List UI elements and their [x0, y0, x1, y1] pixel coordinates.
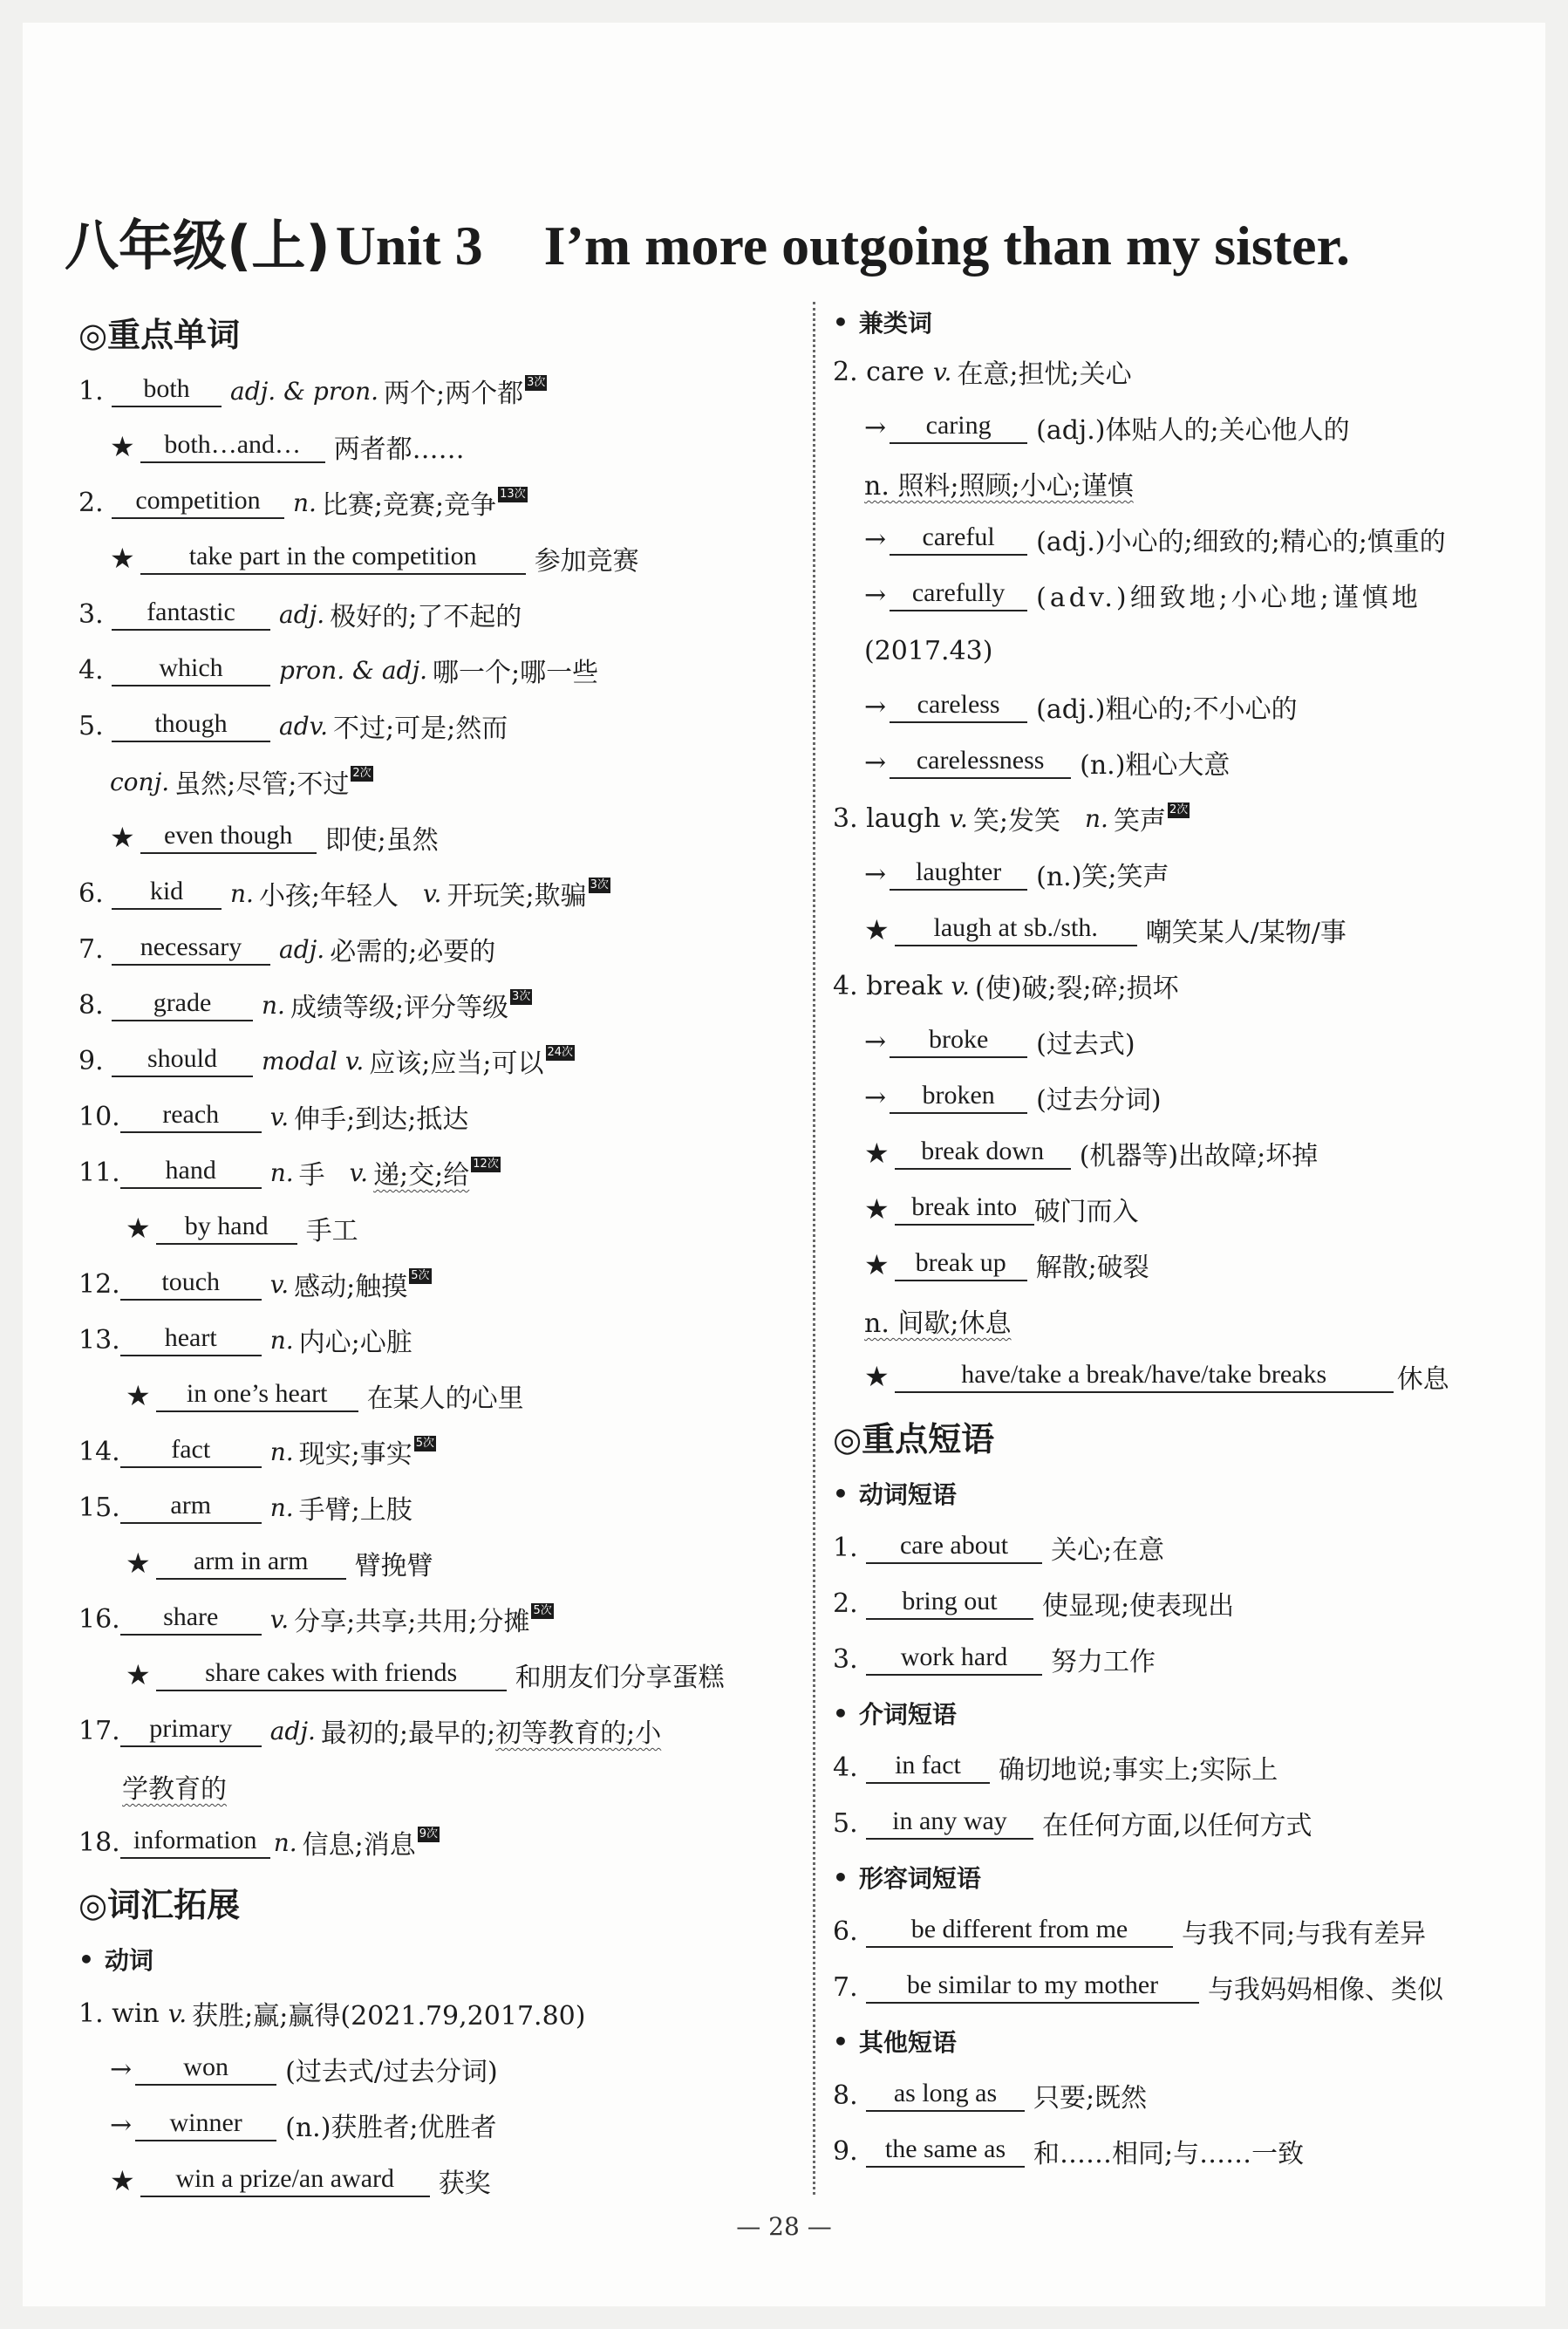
vocab-derivative: → carelessness (n.)粗心大意: [864, 746, 1231, 781]
answer-blank[interactable]: have/take a break/have/take breaks: [895, 1360, 1394, 1393]
word-item: 10. reach v. 伸手;到达;抵达: [78, 1100, 469, 1135]
vocab-item: 4. break v. (使)破;裂;碎;损坏: [833, 970, 1179, 1004]
frequency-badge: 5次: [533, 1604, 552, 1617]
word-sub-item: ★ even though 即使;虽然: [110, 821, 439, 856]
word-item: 15. arm n. 手臂;上肢: [78, 1491, 412, 1526]
answer-blank[interactable]: by hand: [156, 1212, 297, 1245]
star-icon: ★: [126, 1547, 151, 1580]
star-icon: ★: [864, 1137, 890, 1170]
answer-blank[interactable]: winner: [135, 2108, 276, 2141]
section-vocab-extension: ◎词汇拓展: [78, 1885, 241, 1924]
answer-blank[interactable]: touch: [120, 1267, 262, 1301]
word-item: 4. which pron. & adj. 哪一个;哪一些: [78, 653, 599, 688]
vocab-item: 3. laugh v. 笑;发笑 n. 笑声 2次: [833, 803, 1189, 837]
arrow-icon: →: [864, 858, 887, 890]
answer-blank[interactable]: fantastic: [112, 598, 270, 631]
word-sub-item: ★ both…and… 两者都……: [110, 430, 465, 465]
answer-blank[interactable]: as long as: [866, 2079, 1025, 2112]
answer-blank[interactable]: share: [120, 1602, 262, 1636]
answer-blank[interactable]: take part in the competition: [140, 542, 526, 575]
answer-blank[interactable]: carefully: [890, 578, 1027, 611]
star-icon: ★: [126, 1212, 151, 1245]
star-icon: ★: [864, 1192, 890, 1226]
subheading-other-phrase: • 其他短语: [833, 2026, 957, 2057]
answer-blank[interactable]: laughter: [890, 857, 1027, 891]
phrase-item: 2. bring out 使显现;使表现出: [833, 1587, 1235, 1622]
frequency-badge: 2次: [352, 767, 372, 780]
vocab-item: 1. win v. 获胜;赢;赢得(2021.79,2017.80): [78, 1998, 586, 2032]
frequency-badge: 5次: [411, 1269, 430, 1282]
frequency-badge: 9次: [419, 1827, 439, 1841]
answer-blank[interactable]: fact: [120, 1435, 262, 1468]
vocab-derivative: → caring (adj.)体贴人的;关心他人的: [864, 411, 1350, 446]
frequency-badge: 5次: [415, 1437, 435, 1450]
word-sub-item: ★ in one’s heart 在某人的心里: [126, 1379, 524, 1414]
word-item: 2. competition n. 比赛;竞赛;竞争 13次: [78, 486, 526, 521]
word-item: 3. fantastic adj. 极好的;了不起的: [78, 598, 522, 632]
star-icon: ★: [864, 913, 890, 946]
phrase-item: 6. be different from me 与我不同;与我有差异: [833, 1915, 1427, 1950]
star-icon: ★: [110, 2164, 135, 2197]
star-icon: ★: [126, 1379, 151, 1412]
word-item: 13. heart n. 内心;心脏: [78, 1323, 412, 1358]
subheading-prep-phrase: • 介词短语: [833, 1698, 957, 1729]
answer-blank[interactable]: should: [112, 1044, 253, 1077]
vocab-sub-item: ★ win a prize/an award 获奖: [110, 2164, 491, 2199]
star-icon: ★: [110, 542, 135, 575]
unit-sentence: I’m more outgoing than my sister.: [543, 215, 1351, 277]
answer-blank[interactable]: even though: [140, 821, 317, 854]
star-icon: ★: [864, 1248, 890, 1281]
answer-blank[interactable]: share cakes with friends: [156, 1658, 507, 1691]
answer-blank[interactable]: though: [112, 709, 270, 742]
arrow-icon: →: [110, 2109, 133, 2141]
answer-blank[interactable]: careful: [890, 522, 1027, 556]
word-item: 17. primary adj. 最初的;最早的; 初等教育的;小: [78, 1714, 662, 1749]
answer-blank[interactable]: both…and…: [140, 430, 325, 463]
frequency-badge: 3次: [527, 376, 546, 389]
frequency-badge: 13次: [500, 488, 526, 501]
phrase-item: 3. work hard 努力工作: [833, 1643, 1156, 1677]
word-item: 9. should modal v. 应该;应当;可以 24次: [78, 1044, 574, 1079]
answer-blank[interactable]: grade: [112, 988, 253, 1021]
word-item: 12. touch v. 感动;触摸 5次: [78, 1267, 430, 1302]
word-item-continued: 学教育的: [122, 1774, 227, 1805]
arrow-icon: →: [110, 2053, 133, 2085]
answer-blank[interactable]: work hard: [866, 1643, 1042, 1676]
phrase-item: 1. care about 关心;在意: [833, 1531, 1165, 1566]
answer-blank[interactable]: break down: [895, 1137, 1071, 1170]
answer-blank[interactable]: arm in arm: [156, 1547, 346, 1580]
vocab-noun-sense: n. 照料;照顾;小心;谨慎: [864, 471, 1134, 502]
answer-blank[interactable]: win a prize/an award: [140, 2164, 430, 2197]
answer-blank[interactable]: in one’s heart: [156, 1379, 358, 1412]
answer-blank[interactable]: both: [112, 374, 222, 407]
section-key-phrases: ◎重点短语: [833, 1419, 995, 1458]
vocab-sub-item: ★ laugh at sb./sth. 嘲笑某人/某物/事: [864, 913, 1346, 948]
vocab-citation: (2017.43): [864, 635, 993, 666]
word-item: 1. both adj. & pron. 两个;两个都 3次: [78, 374, 546, 409]
answer-blank[interactable]: hand: [120, 1156, 262, 1189]
arrow-icon: →: [864, 747, 887, 778]
phrase-item: 7. be similar to my mother 与我妈妈相像、类似: [833, 1970, 1443, 2005]
answer-blank[interactable]: carelessness: [890, 746, 1071, 779]
word-sub-item: ★ take part in the competition 参加竞赛: [110, 542, 639, 577]
word-item: 14. fact n. 现实;事实 5次: [78, 1435, 435, 1470]
word-item: 8. grade n. 成绩等级;评分等级 3次: [78, 988, 531, 1023]
answer-blank[interactable]: competition: [112, 486, 284, 519]
answer-blank[interactable]: care about: [866, 1531, 1042, 1564]
answer-blank[interactable]: heart: [120, 1323, 262, 1356]
answer-blank[interactable]: careless: [890, 690, 1027, 723]
vocab-derivative: → laughter (n.)笑;笑声: [864, 857, 1169, 892]
vocab-item: 2. care v. 在意;担忧;关心: [833, 356, 1132, 390]
answer-blank[interactable]: arm: [120, 1491, 262, 1524]
word-item: 7. necessary adj. 必需的;必要的: [78, 932, 496, 967]
frequency-badge: 24次: [547, 1046, 574, 1059]
grade-label: 八年级(上): [65, 214, 331, 277]
word-item: 16. share v. 分享;共享;共用;分摊 5次: [78, 1602, 552, 1637]
star-icon: ★: [864, 1360, 890, 1393]
answer-blank[interactable]: laugh at sb./sth.: [895, 913, 1137, 946]
vocab-derivative: → careless (adj.)粗心的;不小心的: [864, 690, 1298, 725]
arrow-icon: →: [864, 579, 887, 611]
arrow-icon: →: [864, 1026, 887, 1057]
column-divider: [813, 302, 815, 2195]
vocab-derivative: → won (过去式/过去分词): [110, 2052, 498, 2087]
unit-label: Unit 3: [335, 215, 483, 277]
section-key-words: ◎重点单词: [78, 315, 241, 354]
answer-blank[interactable]: be different from me: [866, 1915, 1173, 1948]
word-item: 5. though adv. 不过;可是;然而: [78, 709, 508, 744]
answer-blank[interactable]: broken: [890, 1081, 1027, 1114]
answer-blank[interactable]: be similar to my mother: [866, 1970, 1199, 2004]
phrase-item: 8. as long as 只要;既然: [833, 2079, 1148, 2114]
page-title: [65, 202, 1350, 280]
phrase-item: 5. in any way 在任何方面,以任何方式: [833, 1807, 1312, 1841]
frequency-badge: 12次: [473, 1158, 499, 1171]
phrase-item: 4. in fact 确切地说;事实上;实际上: [833, 1751, 1278, 1786]
vocab-derivative: → careful (adj.)小心的;细致的;精心的;慎重的: [864, 522, 1446, 557]
star-icon: ★: [110, 430, 135, 463]
vocab-sub-item: ★ break up 解散;破裂: [864, 1248, 1149, 1283]
word-item-continued: conj. 虽然;尽管;不过 2次: [110, 767, 372, 800]
vocab-derivative: → broken (过去分词): [864, 1081, 1162, 1116]
word-sub-item: ★ share cakes with friends 和朋友们分享蛋糕: [126, 1658, 725, 1693]
vocab-derivative: → carefully (adv.)细致地;小心地;谨慎地: [864, 578, 1421, 613]
right-column: [833, 300, 1531, 2179]
arrow-icon: →: [864, 691, 887, 722]
arrow-icon: →: [864, 1082, 887, 1113]
answer-blank[interactable]: caring: [890, 411, 1027, 444]
vocab-derivative: → broke (过去式): [864, 1025, 1135, 1060]
phrase-item: 9. the same as 和……相同;与……一致: [833, 2134, 1305, 2169]
word-item: 18. information n. 信息;消息 9次: [78, 1826, 439, 1861]
subheading-verb-phrase: • 动词短语: [833, 1479, 957, 1509]
arrow-icon: →: [864, 523, 887, 555]
left-column: [78, 300, 794, 2209]
subheading-adj-phrase: • 形容词短语: [833, 1862, 981, 1893]
answer-blank[interactable]: the same as: [866, 2134, 1025, 2168]
answer-blank[interactable]: reach: [120, 1100, 262, 1133]
answer-blank[interactable]: break into: [895, 1192, 1034, 1226]
answer-blank[interactable]: information: [120, 1826, 270, 1859]
answer-blank[interactable]: won: [135, 2052, 276, 2086]
vocab-sub-item: ★ have/take a break/have/take breaks 休息: [864, 1360, 1449, 1395]
answer-blank[interactable]: in any way: [866, 1807, 1033, 1840]
vocab-sub-item: ★ break down (机器等)出故障;坏掉: [864, 1137, 1319, 1171]
vocab-derivative: → winner (n.)获胜者;优胜者: [110, 2108, 497, 2143]
answer-blank[interactable]: which: [112, 653, 270, 686]
answer-blank[interactable]: break up: [895, 1248, 1027, 1281]
arrow-icon: →: [864, 412, 887, 443]
subheading-verb: • 动词: [78, 1944, 153, 1975]
answer-blank[interactable]: in fact: [866, 1751, 990, 1784]
answer-blank[interactable]: broke: [890, 1025, 1027, 1058]
answer-blank[interactable]: kid: [112, 877, 222, 910]
subheading-multi-class: • 兼类词: [833, 307, 932, 338]
answer-blank[interactable]: necessary: [112, 932, 270, 966]
page-number: — 28 —: [736, 2212, 832, 2241]
word-item: 6. kid n. 小孩;年轻人 v. 开玩笑;欺骗 3次: [78, 877, 609, 912]
star-icon: ★: [126, 1658, 151, 1691]
word-item: 11. hand n. 手 v. 递;交;给 12次: [78, 1156, 499, 1191]
word-sub-item: ★ by hand 手工: [126, 1212, 358, 1246]
star-icon: ★: [110, 821, 135, 854]
answer-blank[interactable]: primary: [120, 1714, 262, 1747]
frequency-badge: 3次: [512, 990, 531, 1003]
answer-blank[interactable]: bring out: [866, 1587, 1033, 1620]
frequency-badge: 2次: [1169, 803, 1189, 816]
word-sub-item: ★ arm in arm 臂挽臂: [126, 1547, 433, 1581]
vocab-noun-sense: n. 间歇;休息: [864, 1308, 1012, 1339]
frequency-badge: 3次: [590, 878, 609, 891]
vocab-sub-item: ★ break into 破门而入: [864, 1192, 1139, 1227]
